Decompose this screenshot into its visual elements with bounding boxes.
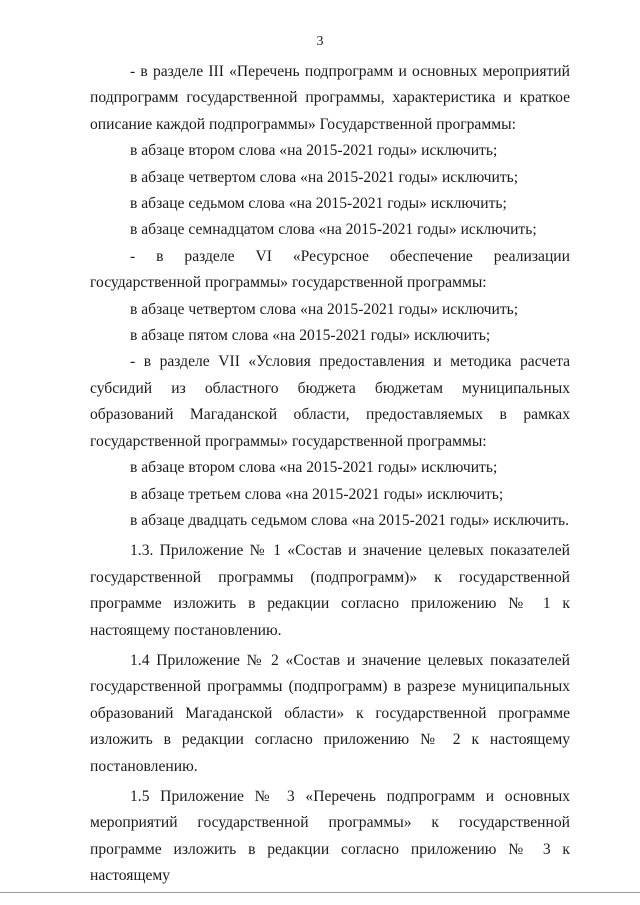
paragraph-item: в абзаце седьмом слова «на 2015-2021 годы» исключить;	[130, 195, 507, 213]
paragraph-item: в абзаце семнадцатом слова «на 2015-2021 годы» исключить;	[130, 221, 537, 239]
paragraph-section-iii: - в разделе III «Перечень подпрограмм и основных мероприятий подпрограмм государственной программы, характеристика и краткое описание каждой подпрограммы» Государственной программы:	[90, 63, 570, 133]
page-number: 3	[316, 34, 324, 49]
paragraph-item: в абзаце втором слова «на 2015-2021 годы» исключить;	[130, 142, 498, 160]
paragraph-item: в абзаце четвертом слова «на 2015-2021 годы» исключить;	[130, 300, 519, 318]
paragraph-item: в абзаце пятом слова «на 2015-2021 годы» исключить;	[130, 327, 491, 345]
document-body	[90, 59, 570, 890]
paragraph-item: в абзаце третьем слова «на 2015-2021 годы» исключить;	[130, 485, 504, 503]
paragraph-clause-1-5: 1.5 Приложение № 3 «Перечень подпрограмм и основных мероприятий государственной программы» к государственной программе изложить в редакции согласно приложению № 3 к настоящему	[90, 787, 570, 885]
paragraph-clause-1-3: 1.3. Приложение № 1 «Состав и значение целевых показателей государственной программы (подпрограмм)» к государственной программе изложить в редакции согласно приложению № 1 к настоящему постановлению.	[90, 542, 570, 639]
paragraph-item: в абзаце втором слова «на 2015-2021 годы» исключить;	[130, 459, 498, 477]
paragraph-item: в абзаце четвертом слова «на 2015-2021 годы» исключить;	[130, 168, 519, 186]
paragraph-item: в абзаце двадцать седьмом слова «на 2015-2021 годы» исключить.	[130, 511, 570, 529]
paragraph-clause-1-4: 1.4 Приложение № 2 «Состав и значение целевых показателей государственной программы (подпрограмм) в разрезе муниципальных образований Магаданской области» к государственной программе изложить в редакции согласно приложению № 2 к настоящему постановлению.	[90, 651, 570, 775]
scan-edge-line	[0, 892, 640, 893]
paragraph-section-vii: - в разделе VII «Условия предоставления и методика расчета субсидий из областного бюджета бюджетам муниципальных образований Магаданской области, предоставляемых в рамках государственной программы» государственной программы:	[90, 353, 570, 450]
paragraph-section-vi: - в разделе VI «Ресурсное обеспечение реализации государственной программы» государственной программы:	[90, 247, 570, 292]
